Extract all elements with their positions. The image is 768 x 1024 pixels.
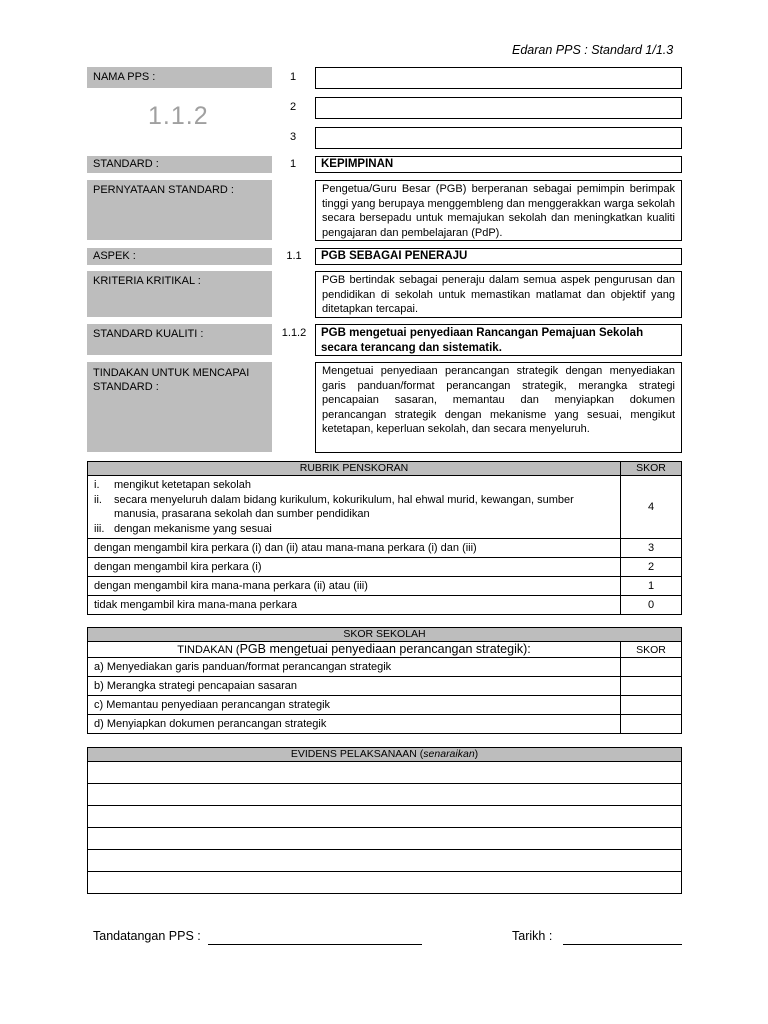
tindakan-prefix: TINDAKAN ( [177, 644, 240, 656]
rubrik-criteria-list [88, 476, 621, 539]
score-input-cell[interactable] [621, 696, 682, 715]
signature-label: Tandatangan PPS : [93, 929, 201, 943]
evidens-row[interactable] [88, 828, 682, 850]
list-text: dengan mekanisme yang sesuai [114, 522, 272, 535]
rubrik-score: 0 [621, 596, 682, 615]
list-marker: ii. [94, 493, 102, 506]
tindakan-item: c) Memantau penyediaan perancangan strategik [88, 696, 621, 715]
tindakan-suffix: ): [523, 642, 531, 656]
table-row [88, 476, 682, 539]
evidens-table [87, 747, 682, 894]
table-row [88, 715, 682, 734]
document-reference: Edaran PPS : Standard 1/1.3 [512, 43, 674, 57]
standard-kualiti-number: 1.1.2 [281, 327, 307, 339]
nama-pps-field-3[interactable] [315, 127, 682, 149]
tindakan-main: PGB mengetuai penyediaan perancangan strategik [239, 642, 524, 656]
rubrik-score: 1 [621, 577, 682, 596]
rubrik-row-text: dengan mengambil kira perkara (i) dan (ii) atau mana-mana perkara (i) dan (iii) [88, 539, 621, 558]
skor-sekolah-table [87, 627, 682, 734]
date-label: Tarikh : [512, 929, 553, 943]
nama-pps-field-1[interactable] [315, 67, 682, 89]
table-row [88, 558, 682, 577]
rubrik-row-text: tidak mengambil kira mana-mana perkara [88, 596, 621, 615]
aspek-label: ASPEK : [87, 248, 272, 265]
tindakan-item: d) Menyiapkan dokumen perancangan strategik [88, 715, 621, 734]
rubrik-score: 3 [621, 539, 682, 558]
list-text: mengikut ketetapan sekolah [114, 479, 251, 491]
kriteria-kritikal-text: PGB bertindak sebagai peneraju dalam semua aspek pengurusan dan pendidikan di sekolah untuk memastikan matlamat dan objektif yang ditetapkan tercapai. [315, 271, 682, 318]
rubrik-penskoran-table [87, 461, 682, 615]
list-item [94, 493, 614, 522]
evidens-header-suffix: ) [474, 748, 479, 760]
evidens-header-prefix: EVIDENS PELAKSANAAN ( [290, 748, 424, 760]
table-row [88, 696, 682, 715]
nama-pps-row-1-number: 1 [289, 71, 297, 83]
evidens-row[interactable] [88, 850, 682, 872]
tindakan-text: Mengetuai penyediaan perancangan strategik dengan menyediakan garis panduan/format perancangan strategik, merangka strategi pencapaian sasaran, memantau dan menyiapkan dokumen perancangan strategik dengan mekanisme yang sesuai, mengikut ketetapan, keperluan sekolah, dan secara menyeluruh. [315, 362, 682, 453]
table-row [88, 658, 682, 677]
evidens-row[interactable] [88, 806, 682, 828]
standard-value: KEPIMPINAN [315, 156, 682, 173]
score-input-cell[interactable] [621, 658, 682, 677]
tindakan-item: a) Menyediakan garis panduan/format perancangan strategik [88, 658, 621, 677]
evidens-header-italic: senaraikan [423, 748, 475, 760]
date-line[interactable] [563, 944, 682, 945]
skor-sekolah-skor-header: SKOR [621, 642, 682, 658]
standard-kualiti-label: STANDARD KUALITI : [87, 324, 272, 355]
standard-number: 1 [289, 158, 297, 170]
rubrik-score: 4 [621, 476, 682, 539]
pernyataan-standard-label: PERNYATAAN STANDARD : [87, 180, 272, 240]
table-row [88, 596, 682, 615]
list-text: secara menyeluruh dalam bidang kurikulum, kokurikulum, hal ehwal murid, kewangan, sumber manusia, prasarana sekolah dan sumber pendidikan [114, 493, 574, 520]
evidens-row[interactable] [88, 872, 682, 894]
list-marker: iii. [94, 522, 105, 535]
nama-pps-row-2-number: 2 [289, 101, 297, 113]
signature-line[interactable] [208, 944, 422, 945]
evidens-header [88, 748, 682, 762]
score-input-cell[interactable] [621, 677, 682, 696]
aspek-value: PGB SEBAGAI PENERAJU [315, 248, 682, 265]
rubrik-row-text: dengan mengambil kira mana-mana perkara (ii) atau (iii) [88, 577, 621, 596]
standard-code-watermark: 1.1.2 [148, 102, 209, 130]
rubrik-row-text: dengan mengambil kira perkara (i) [88, 558, 621, 577]
rubrik-skor-header: SKOR [621, 462, 682, 476]
evidens-row[interactable] [88, 762, 682, 784]
tindakan-header [88, 642, 621, 658]
nama-pps-row-3-number: 3 [289, 131, 297, 143]
rubrik-header: RUBRIK PENSKORAN [88, 462, 621, 476]
rubrik-score: 2 [621, 558, 682, 577]
nama-pps-field-2[interactable] [315, 97, 682, 119]
evidens-row[interactable] [88, 784, 682, 806]
table-row [88, 577, 682, 596]
table-row [88, 539, 682, 558]
standard-kualiti-text: PGB mengetuai penyediaan Rancangan Pemajuan Sekolah secara terancang dan sistematik. [315, 324, 682, 356]
tindakan-label: TINDAKAN UNTUK MENCAPAI STANDARD : [87, 362, 272, 452]
aspek-number: 1.1 [286, 250, 302, 262]
skor-sekolah-header: SKOR SEKOLAH [88, 628, 682, 642]
standard-label: STANDARD : [87, 156, 272, 173]
table-row [88, 677, 682, 696]
pernyataan-standard-text: Pengetua/Guru Besar (PGB) berperanan sebagai pemimpin berimpak tinggi yang berupaya menggembleng dan menggerakkan warga sekolah secara bersepadu untuk memajukan sekolah dan meningkatkan kualiti pengajaran dan pembelajaran (PdP). [315, 180, 682, 241]
tindakan-item: b) Merangka strategi pencapaian sasaran [88, 677, 621, 696]
list-item [94, 478, 614, 493]
list-item [94, 522, 614, 537]
kriteria-kritikal-label: KRITERIA KRITIKAL : [87, 271, 272, 317]
nama-pps-label: NAMA PPS : [87, 67, 272, 88]
list-marker: i. [94, 479, 100, 491]
score-input-cell[interactable] [621, 715, 682, 734]
